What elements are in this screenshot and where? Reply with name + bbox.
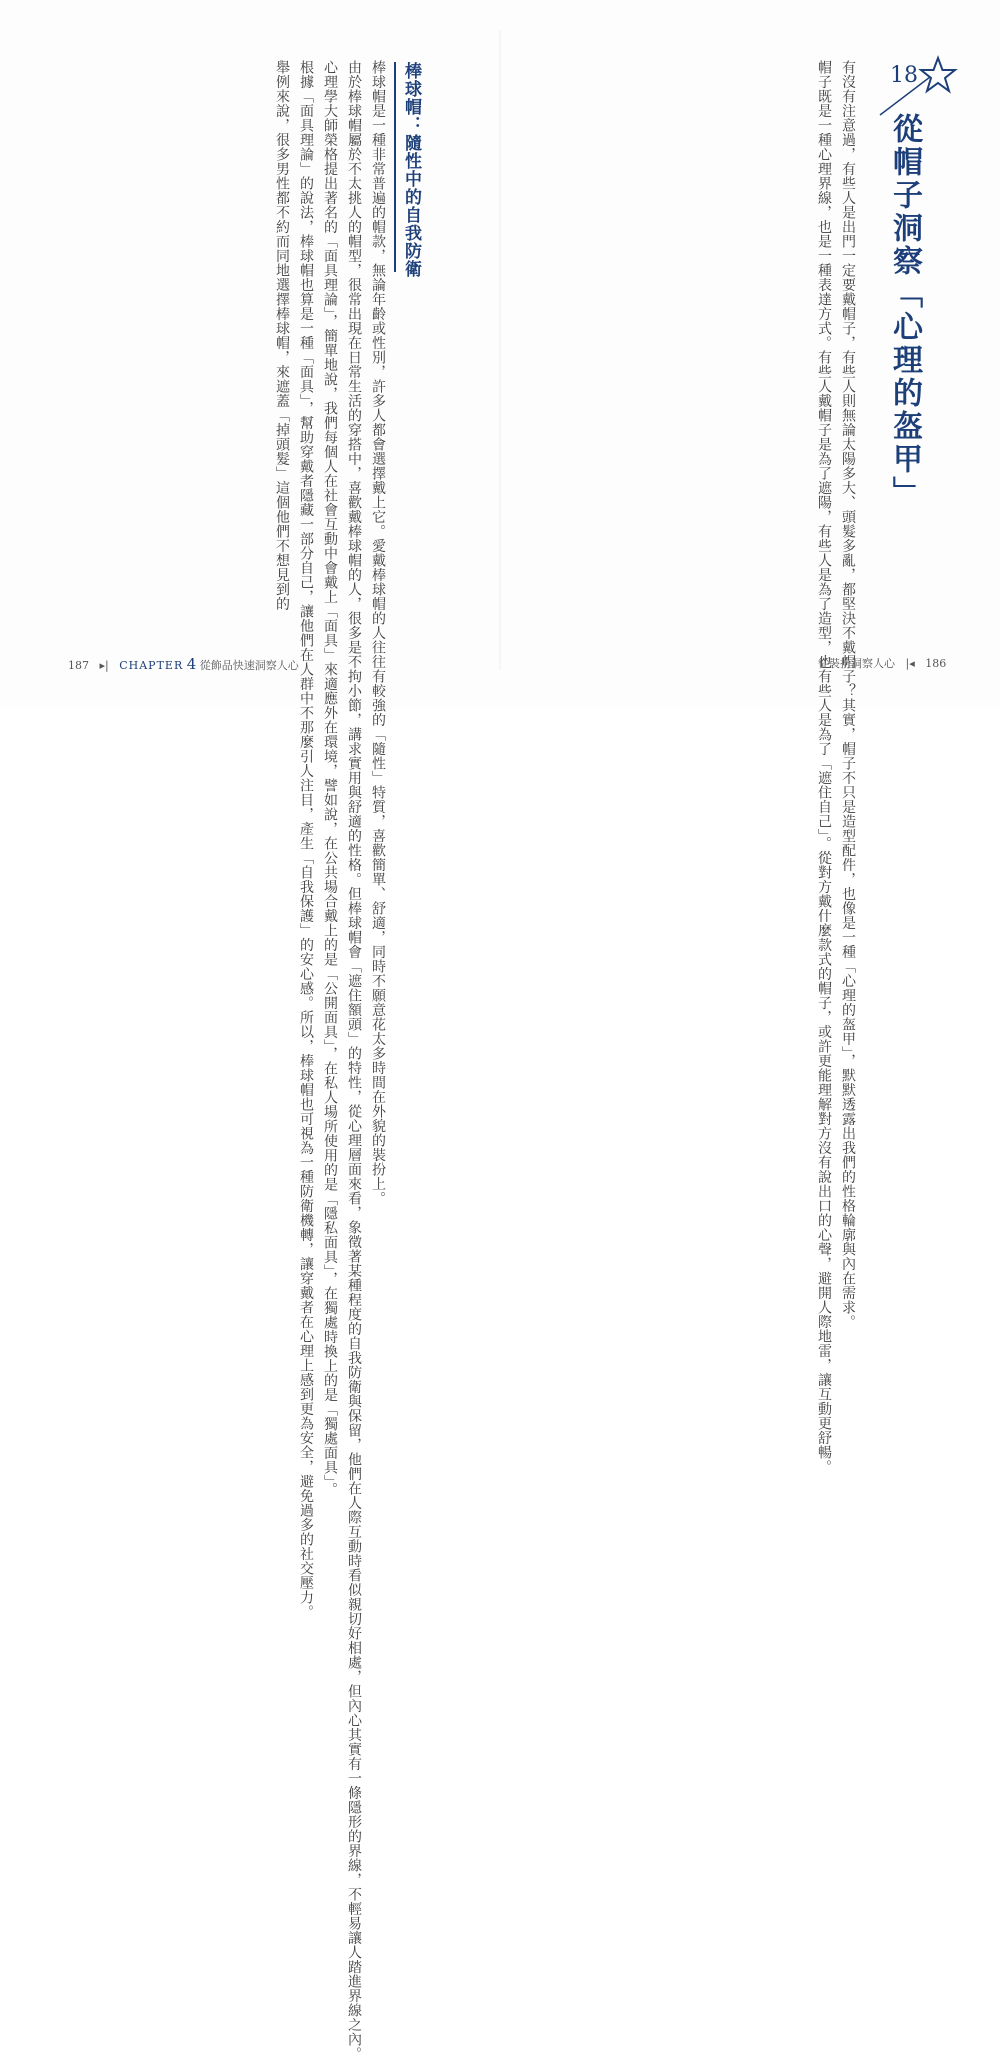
chapter-title: 從帽子洞察「心理的盔甲」 [887, 113, 922, 509]
star-icon [918, 55, 958, 95]
chapter-number: 18 [890, 63, 918, 88]
paragraph: 棒球帽是一種非常普遍的帽款，無論年齡或性別，許多人都會選擇戴上它。愛戴棒球帽的人往往有較強的「隨性」特質，喜歡簡單、舒適，同時不願意花太多時間在外貌的裝扮上。 [370, 60, 386, 1206]
paragraph: 由於棒球帽屬於不太挑人的帽型，很常出現在日常生活的穿搭中，喜歡戴棒球帽的人，很多是不拘小節，講求實用與舒適的性格。但棒球帽會「遮住額頭」的特性，從心理層面來看，象徵著某種程度的自我防衛與保留，他們在人際互動時看似親切好相處，但內心其實有一條隱形的界線，不輕易讓人踏進界線之內。 [346, 60, 362, 2061]
page-number: 187 [68, 659, 89, 672]
page-marker-icon: |◂ [898, 657, 922, 670]
chapter-number-footer: 4 [186, 655, 197, 673]
paragraph: 帽子既是一種心理界線，也是一種表達方式。有些人戴帽子是為了遮陽，有些人是為了造型，也有些人是為了「遮住自己」。從對方戴什麼款式的帽子，或許更能理解對方沒有說出口的心聲，避開人際地雷，讓互動更舒暢。 [816, 60, 832, 1474]
paragraph: 心理學大師榮格提出著名的「面具理論」，簡單地說，我們每個人在社會互動中會戴上「面具」來適應外在環境，譬如說，在公共場合戴上的是「公開面具」，在私人場所使用的是「隱私面具」，在獨處時換上的是「獨處面具」。 [322, 60, 338, 1497]
paragraph: 根據「面具理論」的說法，棒球帽也算是一種「面具」，幫助穿戴者隱藏一部分自己，讓他們在人群中不那麼引人注目，產生「自我保護」的安心感。所以，棒球帽也可視為一種防衛機轉，讓穿戴者在心理上感到更為安全，避免過多的社交壓力。 [298, 60, 314, 1619]
subheading-text: 棒球帽：隨性中的自我防衛 [401, 62, 421, 278]
page-number: 186 [925, 657, 947, 670]
right-footer [818, 655, 946, 671]
chapter-label: CHAPTER [119, 659, 184, 672]
section-subheading [394, 62, 424, 278]
page-gutter [499, 30, 501, 670]
footer-book-title: 從飾品快速洞察人心 [199, 659, 299, 672]
chapter-heading [870, 55, 960, 509]
paragraph: 舉例來說，很多男性都不約而同地選擇棒球帽，來遮蓋「掉頭髮」這個他們不想見到的 [274, 60, 290, 611]
page-marker-icon: ▸| [92, 659, 116, 672]
paragraph: 有沒有注意過，有些人是出門一定要戴帽子，有些人則無論太陽多大、頭髮多亂，都堅決不戴帽子？其實，帽子不只是造型配件，也像是一種「心理的盔甲」，默默透露出我們的性格輪廓與內在需求。 [840, 60, 856, 1329]
left-footer [68, 655, 299, 673]
footer-section-title: 從裝扮洞察人心 [818, 657, 895, 670]
